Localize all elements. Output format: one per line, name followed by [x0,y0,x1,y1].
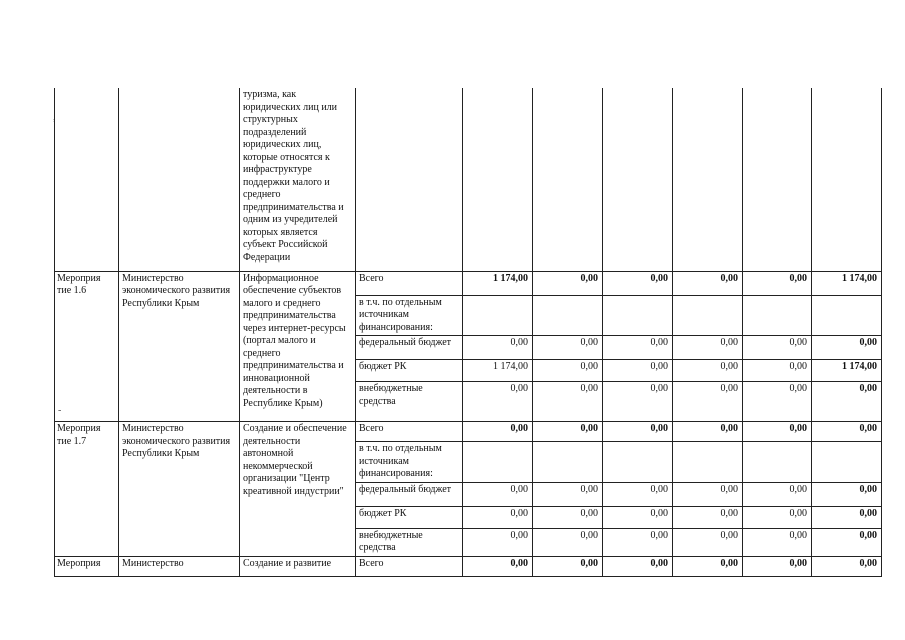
value-cell [603,88,673,271]
ministry-cell [119,88,240,271]
budget-table [54,88,882,577]
event-cell: Мероприя тие 1.6 [55,271,119,422]
description-cell: Создание и развитие [240,556,356,576]
table-row [55,422,882,442]
value-cell: 0,00 [603,506,673,528]
value-cell: 0,00 [533,506,603,528]
value-cell: 0,00 [603,528,673,556]
value-cell: 0,00 [603,556,673,576]
value-cell: 0,00 [533,482,603,506]
description-cell: Информационное обеспечение субъектов малого и среднего предпринимательства через интернет-ресурсы (портал малого и среднего предпринимательства и инновационной деятельности в Республике Крым) [240,271,356,422]
value-cell [812,442,882,483]
value-cell [463,88,533,271]
value-cell: 0,00 [603,271,673,295]
value-cell [463,295,533,336]
value-cell: 0,00 [743,360,812,382]
value-cell [743,295,812,336]
value-cell: 0,00 [673,382,743,422]
table-row [55,271,882,295]
value-cell: 0,00 [603,360,673,382]
value-cell: 0,00 [743,422,812,442]
value-cell: 0,00 [743,271,812,295]
value-cell: 0,00 [673,360,743,382]
value-cell: 0,00 [463,506,533,528]
event-cell: Мероприя [55,556,119,576]
value-cell: 0,00 [673,422,743,442]
source-cell: бюджет РК [356,360,463,382]
value-cell [673,295,743,336]
value-cell [463,442,533,483]
table-body [55,88,882,576]
value-cell: 0,00 [463,556,533,576]
event-cell: Мероприя тие 1.7 [55,422,119,557]
source-cell: федеральный бюджет [356,482,463,506]
value-cell: 0,00 [812,422,882,442]
value-cell: 0,00 [673,528,743,556]
value-cell: 0,00 [673,556,743,576]
value-cell: 0,00 [743,336,812,360]
value-cell: 0,00 [812,528,882,556]
value-cell: 0,00 [673,506,743,528]
value-cell: 0,00 [533,556,603,576]
ministry-cell: Министерство [119,556,240,576]
value-cell [812,88,882,271]
value-cell [673,88,743,271]
value-cell: 0,00 [603,382,673,422]
value-cell: 0,00 [812,482,882,506]
value-cell: 0,00 [673,336,743,360]
value-cell: 1 174,00 [812,271,882,295]
source-cell: внебюджетные средства [356,382,463,422]
value-cell [603,295,673,336]
value-cell: 0,00 [812,336,882,360]
value-cell [743,88,812,271]
value-cell: 0,00 [673,482,743,506]
value-cell: 0,00 [743,528,812,556]
source-cell: федеральный бюджет [356,336,463,360]
value-cell: 0,00 [533,360,603,382]
value-cell [533,88,603,271]
value-cell [533,295,603,336]
value-cell: 0,00 [463,528,533,556]
value-cell: 0,00 [812,506,882,528]
value-cell: 1 174,00 [812,360,882,382]
value-cell: 0,00 [673,271,743,295]
ministry-cell: Министерство экономического развития Республики Крым [119,422,240,557]
value-cell [603,442,673,483]
source-cell: внебюджетные средства [356,528,463,556]
source-cell: Всего [356,422,463,442]
value-cell: 0,00 [603,482,673,506]
value-cell: 0,00 [463,422,533,442]
description-cell: Создание и обеспечение деятельности автономной некоммерческой организации "Центр креативной индустрии" [240,422,356,557]
value-cell: 0,00 [463,482,533,506]
source-cell: в т.ч. по отдельным источникам финансирования: [356,295,463,336]
value-cell: 0,00 [812,382,882,422]
value-cell: 0,00 [743,382,812,422]
source-cell: в т.ч. по отдельным источникам финансирования: [356,442,463,483]
value-cell: 0,00 [603,336,673,360]
value-cell: 0,00 [463,382,533,422]
source-cell [356,88,463,271]
value-cell: 0,00 [603,422,673,442]
value-cell: 1 174,00 [463,360,533,382]
value-cell: 0,00 [533,336,603,360]
value-cell [812,295,882,336]
description-cell: туризма, как юридических лиц или структурных подразделений юридических лиц, которые относятся к инфраструктуре поддержки малого и среднего предпринимательства и одним из учредителей которых является субъект Российской Федерации [240,88,356,271]
value-cell [743,442,812,483]
ministry-cell: Министерство экономического развития Республики Крым [119,271,240,422]
value-cell: 1 174,00 [463,271,533,295]
value-cell: 0,00 [533,382,603,422]
table-row [55,556,882,576]
value-cell: 0,00 [533,271,603,295]
value-cell: 0,00 [533,528,603,556]
value-cell: 0,00 [463,336,533,360]
source-cell: Всего [356,271,463,295]
value-cell: 0,00 [812,556,882,576]
value-cell [533,442,603,483]
event-cell [55,88,119,271]
table-row [55,88,882,271]
value-cell: 0,00 [743,482,812,506]
source-cell: бюджет РК [356,506,463,528]
value-cell: 0,00 [743,556,812,576]
scan-mark: , [53,112,56,123]
value-cell [673,442,743,483]
source-cell: Всего [356,556,463,576]
value-cell: 0,00 [743,506,812,528]
scan-mark: - [58,405,62,416]
value-cell: 0,00 [533,422,603,442]
